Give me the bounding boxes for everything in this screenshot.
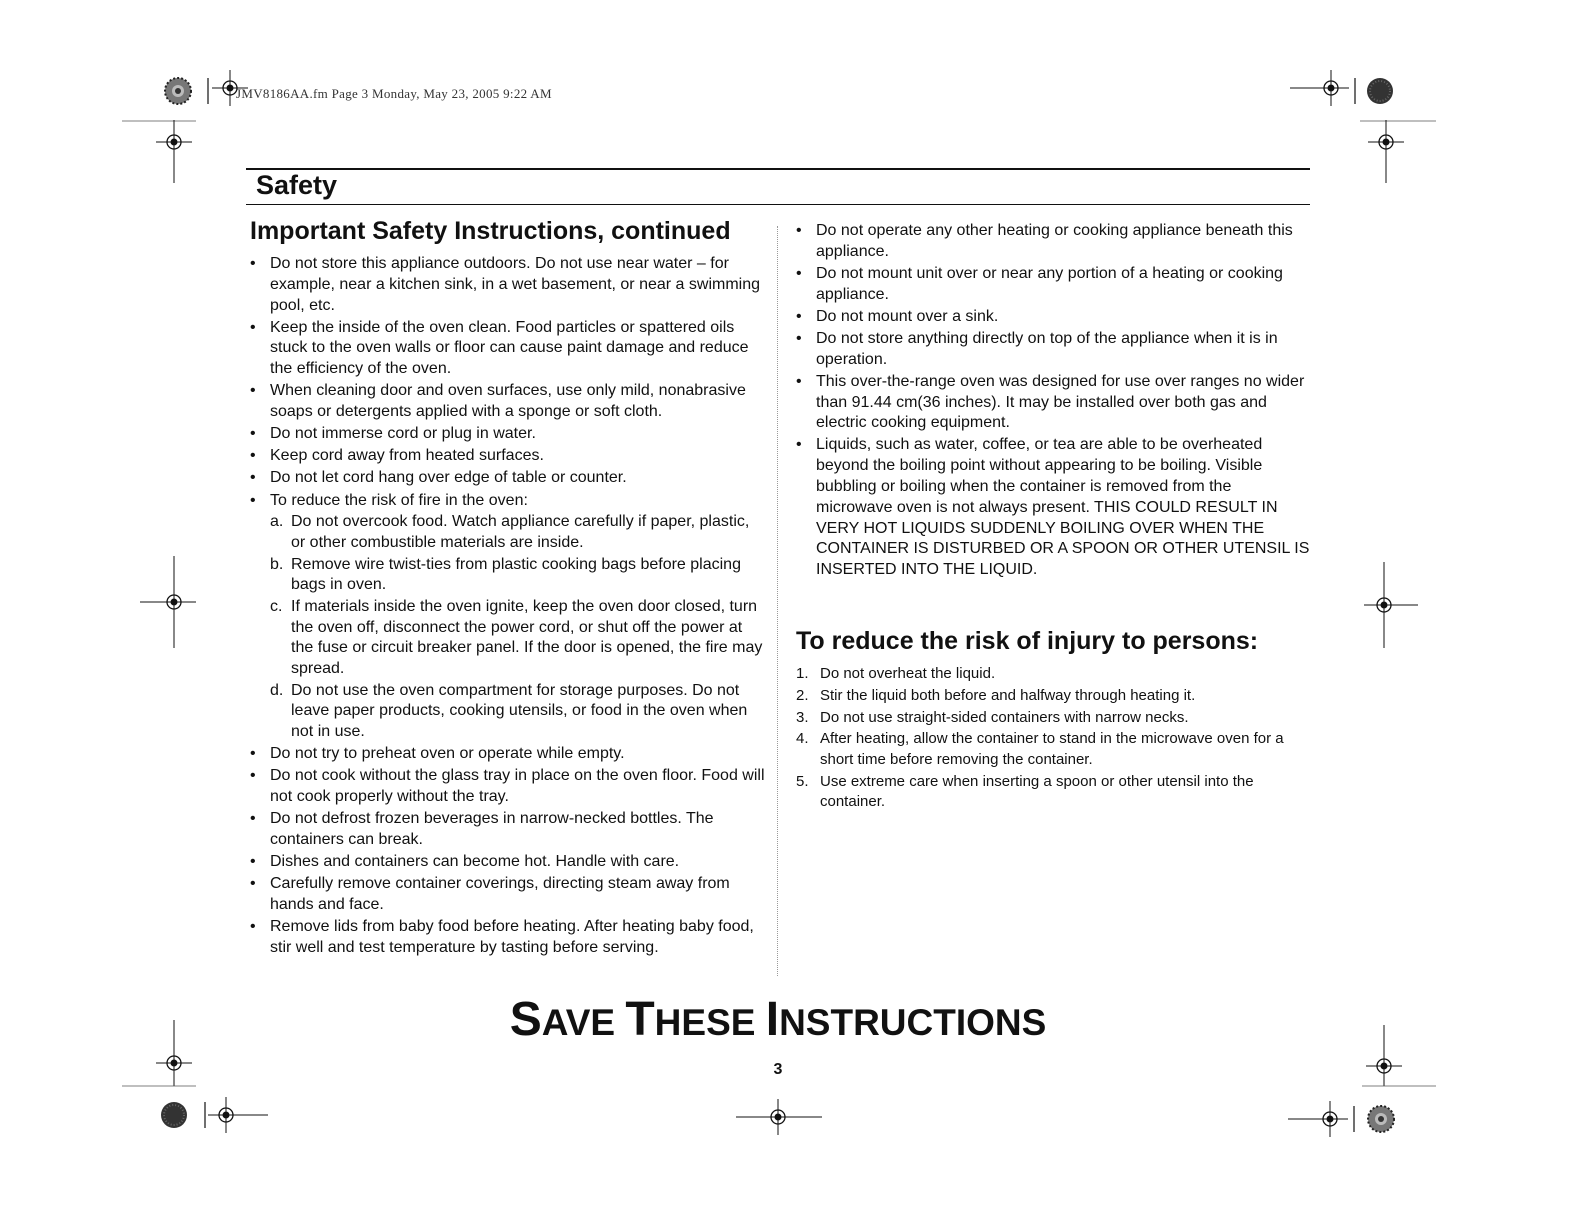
bullet-item	[250, 446, 765, 467]
bullet-text: Remove lids from baby food before heating. After heating baby food, stir well and test temperature by tasting before serving.	[270, 918, 754, 956]
bullet-text: Dishes and containers can become hot. Handle with care.	[270, 853, 680, 871]
bullet-icon: •	[796, 264, 802, 282]
step-number: 3.	[796, 708, 809, 726]
bullet-icon: •	[250, 255, 256, 272]
bullet-icon: •	[796, 372, 802, 390]
bullet-icon: •	[796, 436, 802, 454]
bullet-icon: •	[250, 425, 256, 443]
bullet-icon: •	[250, 853, 256, 871]
step-text: Use extreme care when inserting a spoon or other utensil into the container.	[820, 772, 1254, 811]
item-letter: c.	[270, 597, 283, 615]
rosette-icon	[161, 1102, 187, 1128]
step-text: Do not use straight-sided containers with narrow necks.	[820, 708, 1189, 726]
step-text: Stir the liquid both before and halfway through heating it.	[820, 686, 1196, 704]
item-letter: d.	[270, 681, 284, 699]
bullet-icon: •	[250, 745, 256, 763]
bullet-item	[250, 424, 765, 445]
item-letter: a.	[270, 513, 284, 531]
column-divider	[777, 226, 778, 976]
bullet-text: Do not store anything directly on top of the appliance when it is in operation.	[816, 329, 1278, 368]
bullet-icon: •	[250, 491, 256, 509]
top-rule	[246, 168, 1310, 170]
save-word-rest: AVE	[541, 1002, 626, 1043]
bullet-icon: •	[250, 318, 256, 336]
bullet-text: Do not immerse cord or plug in water.	[270, 425, 536, 443]
these-word-rest: HESE	[654, 1002, 766, 1043]
bullet-item	[250, 874, 765, 916]
bullet-item	[250, 468, 765, 489]
bullet-item	[250, 381, 765, 423]
fire-risk-item	[270, 555, 765, 597]
bullet-text: Do not mount over a sink.	[816, 307, 999, 325]
instructions-word-initial: I	[765, 993, 780, 1046]
step-number: 5.	[796, 772, 809, 790]
step-number: 2.	[796, 686, 809, 704]
rosette-icon	[165, 78, 191, 104]
bullet-icon: •	[796, 307, 802, 325]
right-column	[796, 221, 1310, 582]
fire-risk-sublist	[270, 512, 765, 743]
step-item	[796, 708, 1296, 729]
bullet-text: Do not operate any other heating or cooking appliance beneath this appliance.	[816, 222, 1293, 260]
fire-risk-item	[270, 512, 765, 554]
left-heading: Important Safety Instructions, continued	[250, 217, 731, 245]
item-text: Do not overcook food. Watch appliance carefully if paper, plastic, or other combustible materials are inside.	[291, 513, 750, 552]
bullet-item	[250, 491, 765, 743]
bullet-item	[250, 766, 765, 808]
bullet-text: Do not store this appliance outdoors. Do not use near water – for example, near a kitchen sink, in a wet basement, or near a swimming pool, etc.	[270, 255, 761, 314]
bullet-item	[250, 917, 765, 959]
bullet-text: Keep the inside of the oven clean. Food particles or spattered oils stuck to the oven walls or floor can cause paint damage and reduce the efficiency of the oven.	[270, 318, 749, 378]
injury-steps	[796, 664, 1296, 814]
bullet-text: Do not mount unit over or near any portion of a heating or cooking appliance.	[816, 264, 1283, 303]
bullet-item	[796, 264, 1310, 306]
bullet-item	[250, 809, 765, 851]
bullet-text: Do not cook without the glass tray in place on the oven floor. Food will not cook properly without the tray.	[270, 767, 765, 806]
item-text: If materials inside the oven ignite, keep the oven door closed, turn the oven off, disconnect the power cord, or shut off the power at the fuse or circuit breaker panel. If the door is opened, the fire may spread.	[291, 597, 763, 678]
title-rule	[246, 204, 1310, 205]
step-text: After heating, allow the container to stand in the microwave oven for a short time before removing the container.	[820, 730, 1284, 768]
fire-risk-item	[270, 597, 765, 680]
bullet-icon: •	[250, 875, 256, 893]
left-bullet-list	[250, 254, 765, 959]
bullet-icon: •	[250, 810, 256, 828]
step-text: Do not overheat the liquid.	[820, 665, 996, 682]
instructions-word-rest: NSTRUCTIONS	[779, 1002, 1047, 1043]
bullet-item	[796, 221, 1310, 263]
bullet-text: When cleaning door and oven surfaces, use only mild, nonabrasive soaps or detergents applied with a sponge or soft cloth.	[270, 382, 746, 421]
rosette-icon	[1367, 78, 1393, 104]
crosshair-icon	[208, 1097, 244, 1133]
section-title: Safety	[256, 170, 338, 200]
bullet-item	[796, 307, 1310, 328]
page-number: 3	[773, 1061, 783, 1078]
bullet-text: To reduce the risk of fire in the oven:	[270, 491, 528, 509]
step-item	[796, 664, 1296, 685]
fire-risk-item	[270, 681, 765, 743]
bullet-text: This over-the-range oven was designed for use over ranges no wider than 91.44 cm(36 inches). It may be installed over both gas and electric cooking equipment.	[816, 372, 1305, 432]
bullet-item	[796, 435, 1310, 581]
steps-list	[796, 664, 1296, 813]
left-column	[250, 254, 765, 960]
bullet-icon: •	[250, 469, 256, 487]
right-heading: To reduce the risk of injury to persons:	[796, 627, 1259, 655]
bullet-icon: •	[250, 447, 256, 465]
right-bullet-list	[796, 221, 1310, 581]
step-item	[796, 729, 1296, 770]
bullet-item	[796, 372, 1310, 434]
item-text: Do not use the oven compartment for storage purposes. Do not leave paper products, cooking utensils, or food in the oven when not in use.	[291, 681, 748, 741]
bullet-item	[796, 329, 1310, 371]
these-word-initial: T	[625, 993, 655, 1046]
bullet-icon: •	[250, 918, 256, 936]
crosshair-icon	[1312, 1101, 1348, 1137]
bullet-item	[250, 254, 765, 316]
step-item	[796, 686, 1296, 707]
bullet-icon: •	[250, 767, 256, 785]
bullet-item	[250, 744, 765, 765]
step-number: 4.	[796, 730, 809, 748]
save-word-initial: S	[509, 993, 542, 1046]
bullet-text: Do not try to preheat oven or operate while empty.	[270, 745, 625, 763]
bullet-text: Carefully remove container coverings, directing steam away from hands and face.	[270, 875, 730, 913]
bullet-text: Do not let cord hang over edge of table or counter.	[270, 469, 627, 487]
bullet-icon: •	[796, 329, 802, 347]
item-text: Remove wire twist-ties from plastic cooking bags before placing bags in oven.	[291, 555, 741, 594]
bullet-text: Do not defrost frozen beverages in narrow-necked bottles. The containers can break.	[270, 810, 714, 848]
rosette-icon	[1368, 1106, 1394, 1132]
step-number: 1.	[796, 665, 809, 682]
bullet-text: Keep cord away from heated surfaces.	[270, 447, 544, 465]
bullet-item	[250, 852, 765, 873]
bullet-text: Liquids, such as water, coffee, or tea are able to be overheated beyond the boiling point without appearing to be boiling. Visible bubbling or boiling when the container is removed from the microwave oven is not always present. THIS COULD RESULT IN VERY HOT LIQUIDS SUDDENLY BOILING OVER WHEN THE CONTAINER IS DISTURBED OR A SPOON OR OTHER UTENSIL IS INSERTED INTO THE LIQUID.	[816, 436, 1310, 579]
print-header: JMV8186AA.fm Page 3 Monday, May 23, 2005 9:22 AM	[236, 86, 552, 101]
item-letter: b.	[270, 555, 284, 573]
step-item	[796, 772, 1296, 813]
bullet-item	[250, 318, 765, 380]
save-instructions-banner	[0, 992, 1556, 1047]
bullet-icon: •	[796, 222, 802, 239]
crosshair-icon	[1313, 70, 1349, 106]
bullet-icon: •	[250, 382, 256, 400]
